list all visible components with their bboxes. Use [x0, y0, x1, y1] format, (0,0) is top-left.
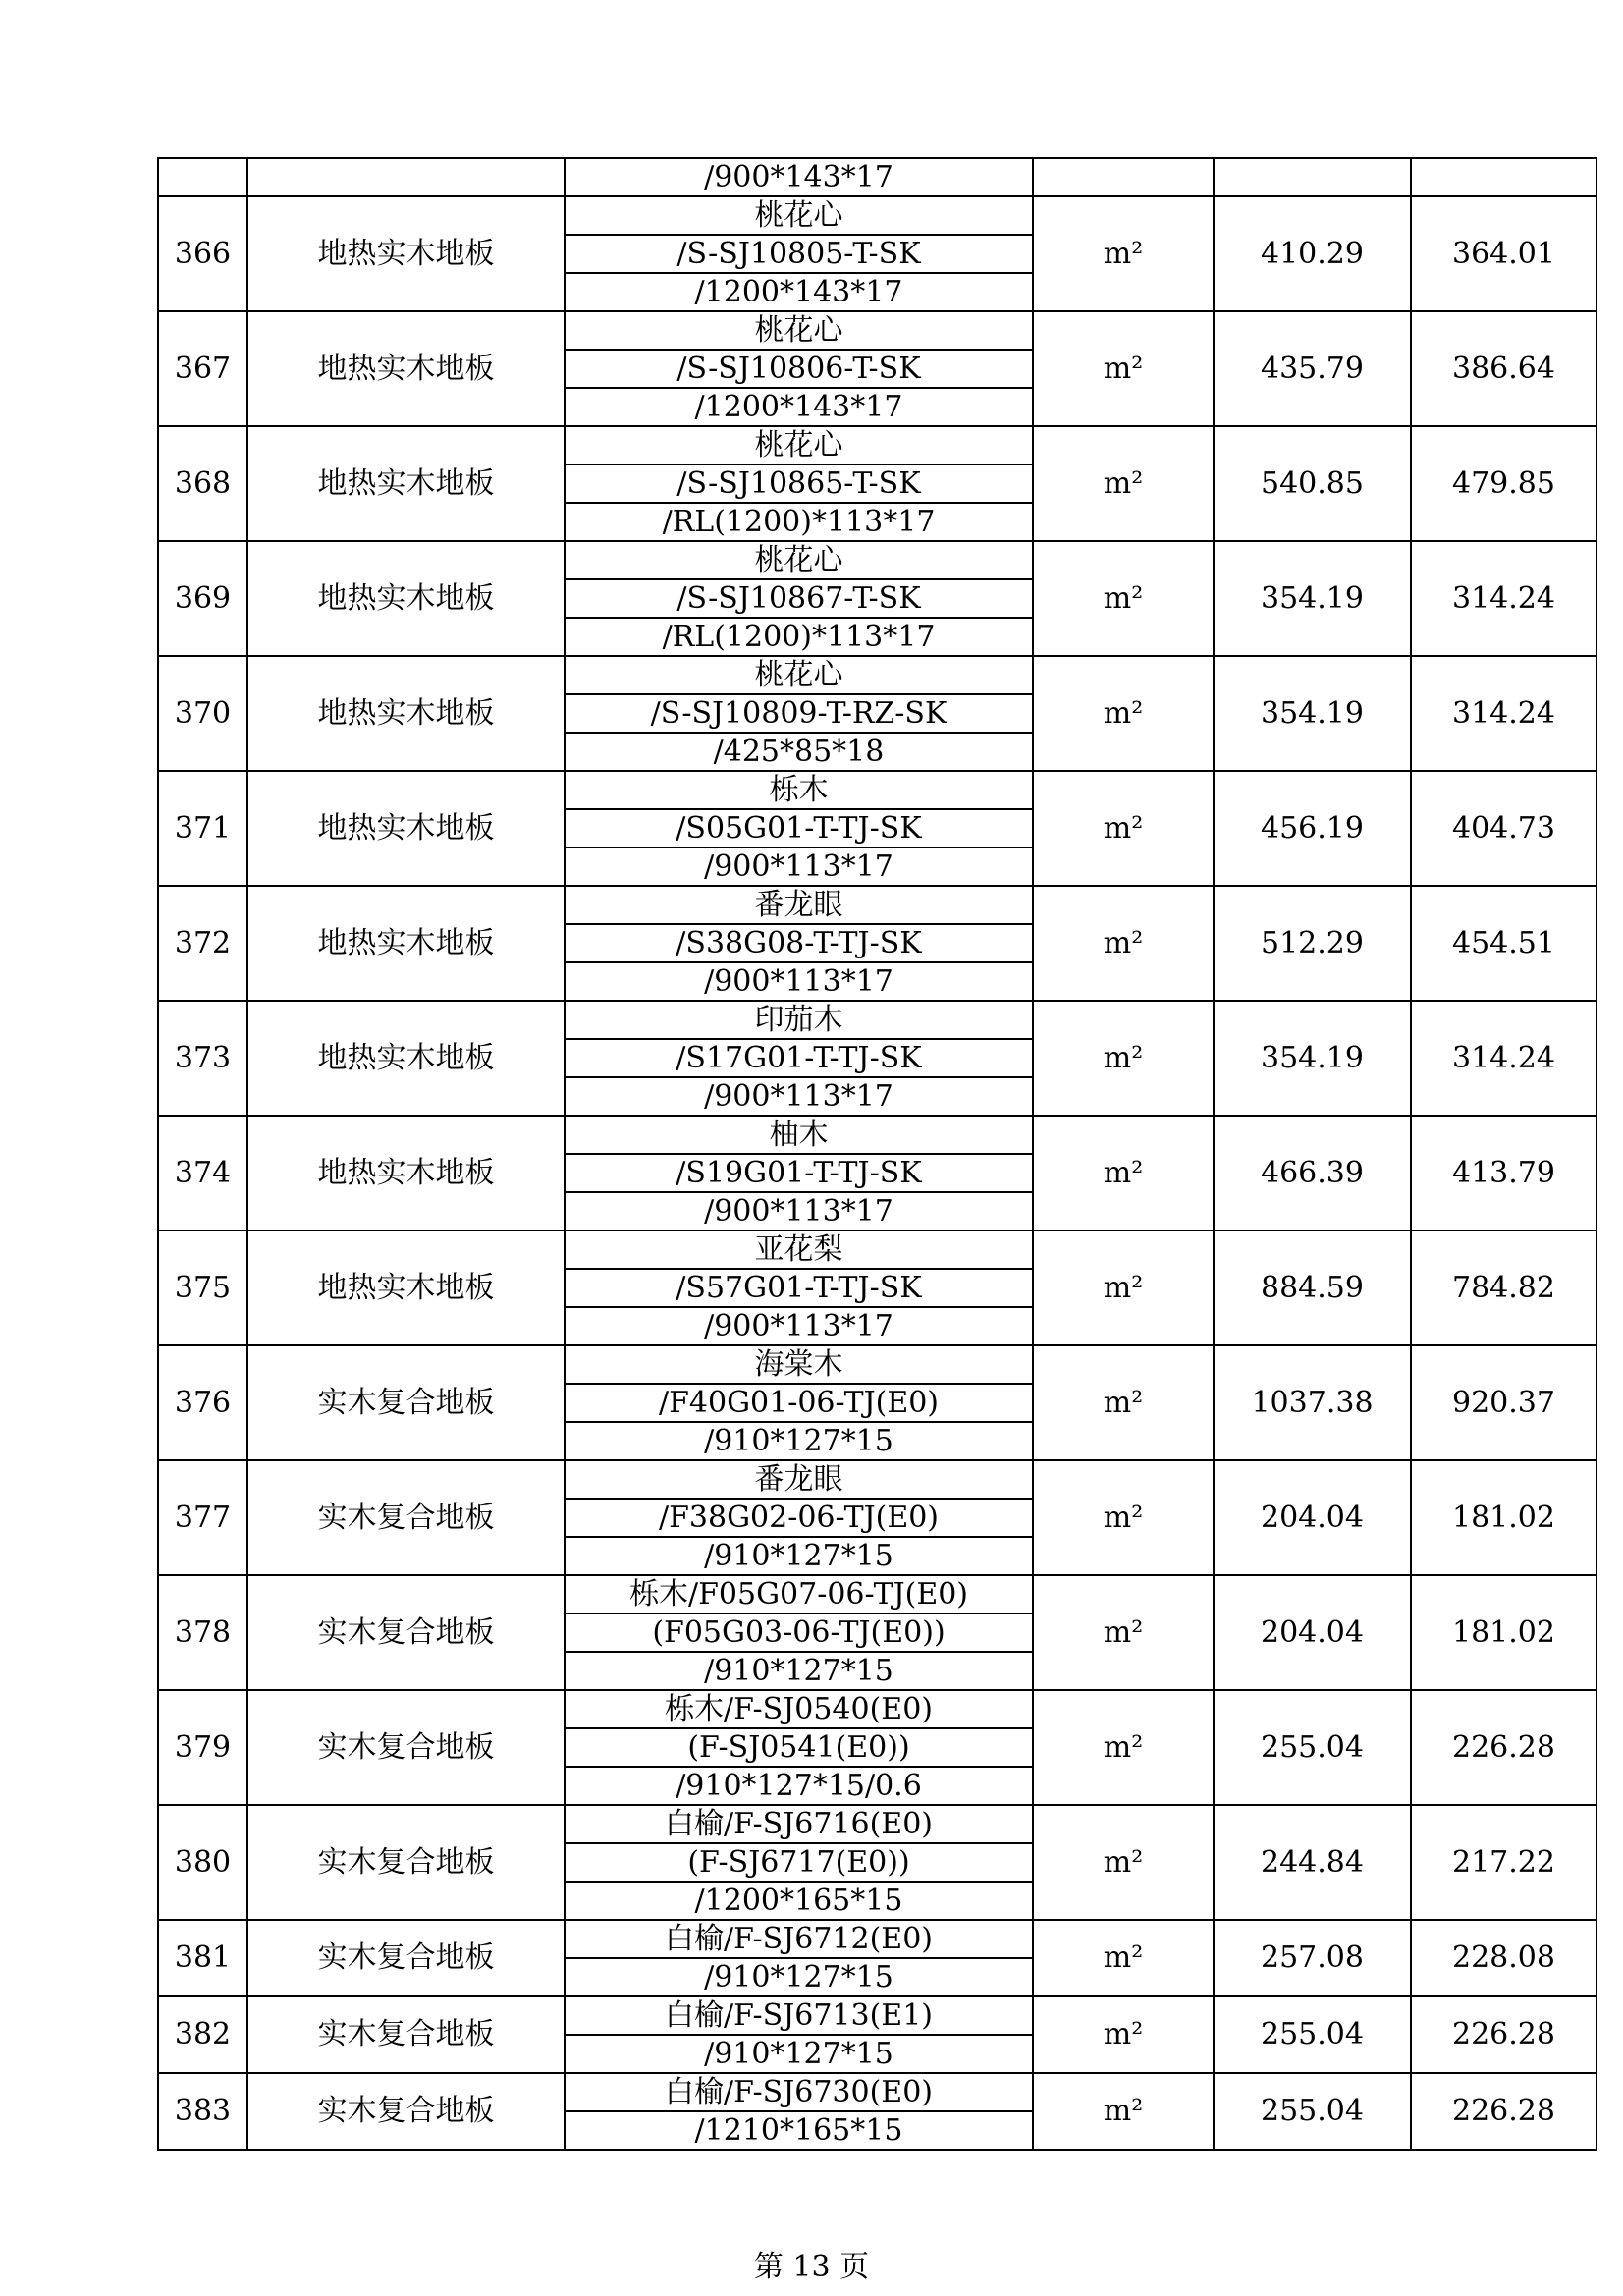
item-number: 382	[158, 1996, 247, 2073]
unit-cell: m²	[1033, 426, 1214, 541]
spec-line: /425*85*18	[565, 733, 1033, 771]
price-cell: 314.24	[1411, 541, 1596, 656]
table-row	[158, 541, 1596, 579]
table-row	[158, 426, 1596, 465]
spec-line: /900*113*17	[565, 1192, 1033, 1230]
price-cell: 454.51	[1411, 886, 1596, 1001]
unit-cell: m²	[1033, 1001, 1214, 1116]
spec-line: /S-SJ10865-T-SK	[565, 465, 1033, 503]
product-name: 实木复合地板	[247, 1345, 565, 1460]
price-table	[157, 157, 1597, 2151]
product-name: 实木复合地板	[247, 1575, 565, 1690]
spec-line: /900*113*17	[565, 1077, 1033, 1116]
spec-line: 白榆/F-SJ6716(E0)	[565, 1805, 1033, 1843]
spec-line: (F-SJ6717(E0))	[565, 1843, 1033, 1882]
price-cell: 540.85	[1214, 426, 1411, 541]
item-number: 381	[158, 1920, 247, 1996]
product-name: 实木复合地板	[247, 1996, 565, 2073]
spec-line: /1200*143*17	[565, 388, 1033, 426]
price-table-body	[158, 158, 1596, 2150]
table-row	[158, 886, 1596, 924]
spec-line: 桃花心	[565, 311, 1033, 350]
spec-line: 桃花心	[565, 426, 1033, 465]
price-cell: 404.73	[1411, 771, 1596, 886]
table-row	[158, 656, 1596, 694]
item-number: 368	[158, 426, 247, 541]
spec-line: /F38G02-06-TJ(E0)	[565, 1499, 1033, 1537]
unit-cell	[1033, 158, 1214, 196]
price-cell: 456.19	[1214, 771, 1411, 886]
item-number: 372	[158, 886, 247, 1001]
price-cell: 257.08	[1214, 1920, 1411, 1996]
product-name	[247, 158, 565, 196]
price-cell: 479.85	[1411, 426, 1596, 541]
item-number: 371	[158, 771, 247, 886]
spec-line: /1200*143*17	[565, 273, 1033, 311]
spec-line: 栎木	[565, 771, 1033, 809]
item-number: 374	[158, 1116, 247, 1230]
price-cell: 354.19	[1214, 541, 1411, 656]
table-row	[158, 771, 1596, 809]
price-cell: 314.24	[1411, 656, 1596, 771]
item-number: 366	[158, 196, 247, 311]
spec-line: 桃花心	[565, 656, 1033, 694]
unit-cell: m²	[1033, 1690, 1214, 1805]
unit-cell: m²	[1033, 1920, 1214, 1996]
product-name: 地热实木地板	[247, 1001, 565, 1116]
item-number: 377	[158, 1460, 247, 1575]
product-name: 地热实木地板	[247, 771, 565, 886]
price-cell: 364.01	[1411, 196, 1596, 311]
price-cell: 413.79	[1411, 1116, 1596, 1230]
item-number: 383	[158, 2073, 247, 2150]
spec-line: /900*113*17	[565, 1307, 1033, 1345]
spec-line: 亚花梨	[565, 1230, 1033, 1269]
spec-line: /S-SJ10867-T-SK	[565, 579, 1033, 618]
spec-line: 白榆/F-SJ6712(E0)	[565, 1920, 1033, 1958]
product-name: 实木复合地板	[247, 1690, 565, 1805]
table-row	[158, 1690, 1596, 1728]
item-number: 373	[158, 1001, 247, 1116]
spec-line: /S-SJ10805-T-SK	[565, 235, 1033, 273]
spec-line: /S19G01-T-TJ-SK	[565, 1154, 1033, 1192]
item-number: 367	[158, 311, 247, 426]
spec-line: 番龙眼	[565, 886, 1033, 924]
spec-line: /1210*165*15	[565, 2111, 1033, 2150]
price-cell: 354.19	[1214, 1001, 1411, 1116]
spec-line: /S-SJ10809-T-RZ-SK	[565, 694, 1033, 733]
product-name: 地热实木地板	[247, 656, 565, 771]
spec-line: 栎木/F05G07-06-TJ(E0)	[565, 1575, 1033, 1613]
spec-line: /910*127*15/0.6	[565, 1767, 1033, 1805]
price-cell	[1411, 158, 1596, 196]
table-row	[158, 1805, 1596, 1843]
unit-cell: m²	[1033, 1230, 1214, 1345]
spec-line: /RL(1200)*113*17	[565, 618, 1033, 656]
price-cell: 255.04	[1214, 1690, 1411, 1805]
unit-cell: m²	[1033, 1116, 1214, 1230]
spec-line: /F40G01-06-TJ(E0)	[565, 1384, 1033, 1422]
item-number: 379	[158, 1690, 247, 1805]
page-number: 第 13 页	[753, 2250, 870, 2284]
spec-line: 桃花心	[565, 541, 1033, 579]
table-row	[158, 1575, 1596, 1613]
spec-line: 柚木	[565, 1116, 1033, 1154]
price-cell: 244.84	[1214, 1805, 1411, 1920]
item-number: 375	[158, 1230, 247, 1345]
price-cell: 255.04	[1214, 1996, 1411, 2073]
spec-line: /910*127*15	[565, 1537, 1033, 1575]
price-cell: 314.24	[1411, 1001, 1596, 1116]
price-cell: 466.39	[1214, 1116, 1411, 1230]
spec-line: /910*127*15	[565, 2035, 1033, 2073]
unit-cell: m²	[1033, 311, 1214, 426]
spec-line: /900*113*17	[565, 962, 1033, 1001]
table-row	[158, 1460, 1596, 1499]
spec-line: 番龙眼	[565, 1460, 1033, 1499]
spec-line: /900*143*17	[565, 158, 1033, 196]
unit-cell: m²	[1033, 2073, 1214, 2150]
spec-line: /S38G08-T-TJ-SK	[565, 924, 1033, 962]
price-cell: 217.22	[1411, 1805, 1596, 1920]
product-name: 实木复合地板	[247, 1920, 565, 1996]
price-cell: 410.29	[1214, 196, 1411, 311]
item-number: 378	[158, 1575, 247, 1690]
spec-line: 白榆/F-SJ6713(E1)	[565, 1996, 1033, 2035]
table-row	[158, 1230, 1596, 1269]
spec-line: /910*127*15	[565, 1422, 1033, 1460]
item-number: 370	[158, 656, 247, 771]
spec-line: (F05G03-06-TJ(E0))	[565, 1613, 1033, 1652]
spec-line: /S05G01-T-TJ-SK	[565, 809, 1033, 847]
spec-line: /910*127*15	[565, 1652, 1033, 1690]
item-number: 376	[158, 1345, 247, 1460]
price-cell: 181.02	[1411, 1575, 1596, 1690]
price-cell: 226.28	[1411, 2073, 1596, 2150]
spec-line: /900*113*17	[565, 847, 1033, 886]
spec-line: 白榆/F-SJ6730(E0)	[565, 2073, 1033, 2111]
table-row	[158, 2073, 1596, 2111]
unit-cell: m²	[1033, 1345, 1214, 1460]
product-name: 实木复合地板	[247, 1460, 565, 1575]
product-name: 实木复合地板	[247, 1805, 565, 1920]
unit-cell: m²	[1033, 886, 1214, 1001]
spec-line: 印茄木	[565, 1001, 1033, 1039]
spec-line: /910*127*15	[565, 1958, 1033, 1996]
price-cell: 204.04	[1214, 1575, 1411, 1690]
table-row	[158, 196, 1596, 235]
price-cell: 181.02	[1411, 1460, 1596, 1575]
table-row	[158, 1996, 1596, 2035]
price-cell: 226.28	[1411, 1996, 1596, 2073]
table-row	[158, 1920, 1596, 1958]
product-name: 地热实木地板	[247, 886, 565, 1001]
spec-line: 桃花心	[565, 196, 1033, 235]
price-cell: 435.79	[1214, 311, 1411, 426]
unit-cell: m²	[1033, 771, 1214, 886]
table-row	[158, 311, 1596, 350]
unit-cell: m²	[1033, 1460, 1214, 1575]
product-name: 地热实木地板	[247, 311, 565, 426]
spec-line: 栎木/F-SJ0540(E0)	[565, 1690, 1033, 1728]
price-cell: 1037.38	[1214, 1345, 1411, 1460]
unit-cell: m²	[1033, 1805, 1214, 1920]
item-number: 369	[158, 541, 247, 656]
product-name: 地热实木地板	[247, 1116, 565, 1230]
spec-line: (F-SJ0541(E0))	[565, 1728, 1033, 1767]
price-cell: 228.08	[1411, 1920, 1596, 1996]
spec-line: /S-SJ10806-T-SK	[565, 350, 1033, 388]
price-cell: 884.59	[1214, 1230, 1411, 1345]
product-name: 实木复合地板	[247, 2073, 565, 2150]
spec-line: /S57G01-T-TJ-SK	[565, 1269, 1033, 1307]
unit-cell: m²	[1033, 196, 1214, 311]
table-row	[158, 1001, 1596, 1039]
price-cell: 784.82	[1411, 1230, 1596, 1345]
table-row	[158, 1116, 1596, 1154]
price-cell: 512.29	[1214, 886, 1411, 1001]
spec-line: /S17G01-T-TJ-SK	[565, 1039, 1033, 1077]
spec-line: 海棠木	[565, 1345, 1033, 1384]
spec-line: /1200*165*15	[565, 1882, 1033, 1920]
table-row	[158, 1345, 1596, 1384]
unit-cell: m²	[1033, 656, 1214, 771]
price-cell	[1214, 158, 1411, 196]
table-row	[158, 158, 1596, 196]
price-cell: 386.64	[1411, 311, 1596, 426]
item-number	[158, 158, 247, 196]
spec-line: /RL(1200)*113*17	[565, 503, 1033, 541]
unit-cell: m²	[1033, 1996, 1214, 2073]
price-cell: 354.19	[1214, 656, 1411, 771]
price-cell: 204.04	[1214, 1460, 1411, 1575]
product-name: 地热实木地板	[247, 196, 565, 311]
price-cell: 920.37	[1411, 1345, 1596, 1460]
unit-cell: m²	[1033, 1575, 1214, 1690]
product-name: 地热实木地板	[247, 1230, 565, 1345]
product-name: 地热实木地板	[247, 541, 565, 656]
item-number: 380	[158, 1805, 247, 1920]
product-name: 地热实木地板	[247, 426, 565, 541]
price-cell: 226.28	[1411, 1690, 1596, 1805]
unit-cell: m²	[1033, 541, 1214, 656]
price-cell: 255.04	[1214, 2073, 1411, 2150]
